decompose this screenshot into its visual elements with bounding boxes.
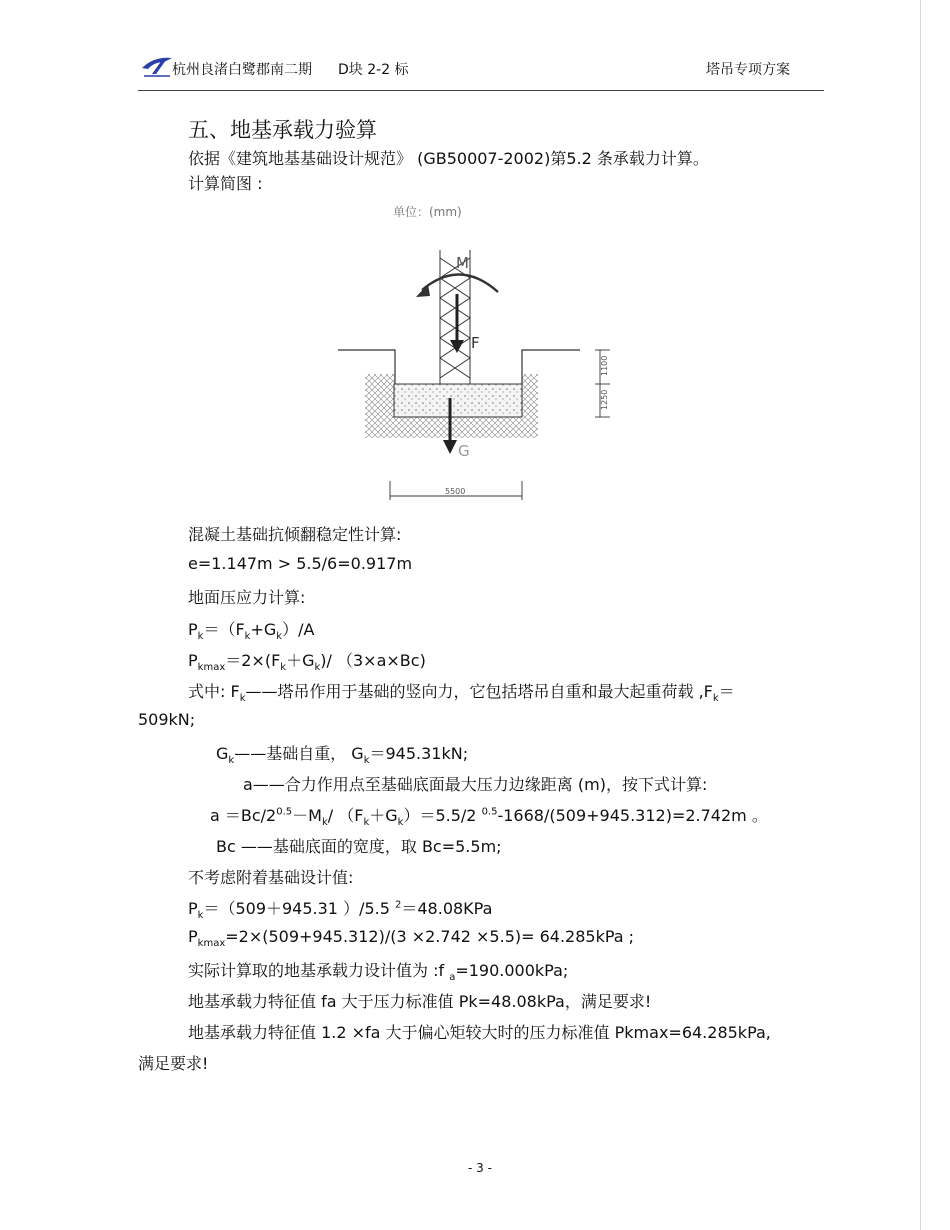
dim-width-label: 5500 (445, 487, 466, 496)
fa-design-value: 实际计算取的地基承载力设计值为 :f $_a$=190.000kPa; (188, 961, 569, 984)
check-line-2: 地基承载力特征值 1.2 ×fa 大于偏心矩较大时的压力标准值 Pkmax=64.285kPa, (188, 1023, 771, 1042)
page-number: - 3 - (468, 1161, 492, 1175)
dim-bottom-label: 1250 (600, 389, 609, 410)
gk-definition: $G_k——$基础自重， $G_k=945.31kN$; (216, 744, 469, 767)
unit-label: 单位：(mm) (393, 205, 462, 219)
header-block: D块 2-2 标 (338, 62, 409, 78)
pkmax-formula: $P_{kmax}=2\times(F_k+G_k)/$ （3×a×Bc) (188, 651, 426, 674)
page-edge (920, 0, 921, 1230)
company-logo-icon (140, 54, 174, 78)
check-line-1: 地基承载力特征值 fa 大于压力标准值 Pk=48.08kPa，满足要求! (188, 992, 652, 1011)
moment-label: M (456, 254, 469, 272)
diagram-caption: 计算简图 : (188, 174, 263, 193)
intro-text: 依据《建筑地基基础设计规范》 (GB50007-2002)第5.2 条承载力计算。 (188, 149, 709, 168)
header-divider (138, 90, 824, 91)
moment-arrow-icon (416, 274, 498, 297)
dim-top-label: 1100 (600, 355, 609, 376)
header-doc-title: 塔吊专项方案 (706, 62, 790, 78)
stability-heading: 混凝土基础抗倾翻稳定性计算: (188, 525, 402, 544)
pk-formula: $P_k=(F_k+G_k)/A$ (188, 620, 315, 643)
header-project: 杭州良渚白鹭郡南二期 (172, 62, 312, 78)
concrete-foundation (394, 384, 522, 417)
where-line-continued: 509kN; (138, 710, 196, 729)
section-title: 五、地基承载力验算 (188, 118, 377, 142)
a-definition: a——合力作用点至基础底面最大压力边缘距离 (m)，按下式计算: (243, 775, 708, 794)
pk-value: $P_k=(509+945.31$ ）/5.5 $^2$＝48.08KPa (188, 899, 493, 922)
pkmax-value: $P_{kmax}=2\times(509+945.312)/(3 \times 2.742 \times 5.5)= 64.285kPa$ ; (188, 927, 635, 950)
eccentricity-line: e=1.147m > 5.5/6=0.917m (188, 554, 413, 573)
where-line: 式中: $F_k——$塔吊作用于基础的竖向力，它包括塔吊自重和最大起重荷载 $,F_k=$ (188, 682, 735, 705)
pressure-heading: 地面压应力计算: (188, 588, 306, 607)
force-f-label: F (471, 334, 480, 352)
foundation-diagram (330, 198, 630, 503)
no-attach-heading: 不考虑附着基础设计值: (188, 868, 354, 887)
bc-definition: Bc ——基础底面的宽度，取 Bc=5.5m; (216, 837, 502, 856)
force-g-label: G (458, 442, 470, 460)
a-formula: $a =Bc/2^{0.5}-M_k/$ $(F_k+G_k)=5.5/2$ $^{0.5}$-1668/(509+945.312)=2.742m 。 (210, 806, 768, 829)
check-line-2-continued: 满足要求! (138, 1054, 209, 1073)
